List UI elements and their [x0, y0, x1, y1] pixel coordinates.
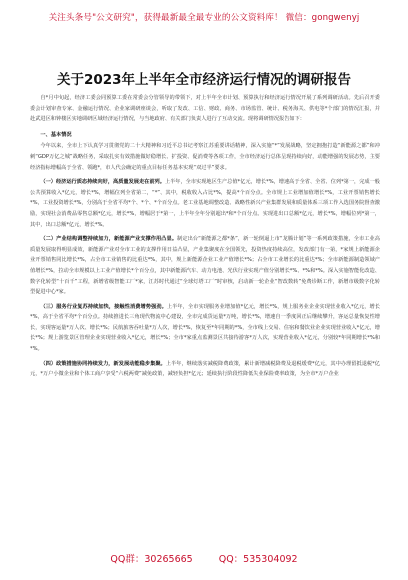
subheading-policy: （四）政策措施协同持续发力，新发展动能稳步集聚。	[40, 360, 166, 367]
paragraph-services	[30, 302, 380, 355]
text-industry: 制定出台“新能源之都*条”，新一轮倒逼上市“龙腾计划”等一系列政策措施，全市工业高质量发展取得明显成效，新能源产业对全市工业的支撑作用日益凸显，产业集聚度在全国领先，投资热度持续高位，发改部门有一第，*家规上新能源企业开票销售同比增长*%，占全市工业销售的比重达*%，其中，规上新能源企业工业产值增长*%；占全市工业增长的比重达*%；全市新能源制造领域产值增长*%，拉动全市规模以上工业产值增长*个百分点，其中新能源汽车、动力电池、光伏行业实现产值分别增长*%、*%和*%。深入实施智能化改造、数字化转型“十百千”工程，新增省级智能工厂*家，江苏时代通过“全球灯塔工厂”时审核，启动新一轮企业“智改数转”免费诊断工作，新增市级数字化转型促进中心*家。	[30, 236, 380, 296]
subheading-services: （三）服务行业复苏持续加快，接触性消费增势强劲。	[40, 303, 167, 310]
qq-group-text: QQ群：30265665	[110, 554, 193, 565]
text-policy: 上半年，继续落实减税降费政策，累计新增减税降费及退税缓费*亿元，其中办理留抵退税*亿元，*万户小微企业和个体工商户享受“六税两费”减免政策，减轻负担*亿元；延续执行阶段性降低失业保险费率政策，为全市*万户企业	[30, 360, 380, 378]
subheading-industry: （二）产业结构调整持续加力，新能源产业支撑作用凸显。	[40, 236, 178, 243]
document-title: 关于2023年上半年全市经济运行情况的调研报告	[56, 72, 352, 88]
top-banner-text: 关注头条号"公文研究"，获得最新最全最专业的公文资料库！ 微信：gongwenyj	[48, 13, 360, 23]
text-services: 上半年，全市实现服务业增加值*亿元，增长*%，规上服务业企业实现营业收入*亿元，增长*%，高于全省平均*个百分点。持续推进长三角现代物流中心建设，全市完成货运量*万吨，增长*%，增速自一季度回正后继续攀升，客运总量恢复性增长，实现客运量*万人次、增长*%；民航旅客吞吐量*万人次，增长*%，恢复至*年同期的*%，全市线上交易、住宿和餐饮业企业实现营业收入*亿元，增长*%；规上游览景区管理企业实现营业收入*亿元，增长*%；全市*家重点监测景区共接待游客*万人次，实现营业收入*亿元，分别较*年同期增长*%和*%。	[30, 303, 380, 353]
paragraph-policy	[30, 359, 380, 380]
paragraph-industry	[30, 234, 380, 298]
document-body	[30, 93, 380, 380]
intro-paragraph: 自*月中旬起，经济工委会同预算工委在常委会分管领导的带领下，对上半年全市计划、预算执行和经济运行情况开展了系列调研活动。先后召开委委会计划审查专家、金融运行情况、企业家调研座谈会，听取了发改、工信、财政、商务、市场监管、统计、税务海关、供电等*个部门的情况汇报，并赴武进区和钟楼区实地调研区域经济运行情况，与当地政府、有关部门负责人进行了互动交流。现将调研情况报告如下：	[30, 95, 380, 123]
paragraph-economy	[30, 177, 380, 230]
qq-contact-text: QQ：535304092	[218, 554, 298, 565]
section-heading-basic: 一、基本情况	[40, 131, 72, 138]
overview-paragraph: 今年以来，全市上下认真学习贯彻党的二十大精神和习近平总书记考察江苏重要讲话精神，深入实施“*”发展战略，坚定拥抱打造“新能源之都”和冲刺“GDP万亿之城”战略任务，采取扎实有效措施做好稳增长、扩投资、促消费等各项工作，全市经济运行总体呈现持续向好，动能增强的发展态势，主要经济指标增幅高于全省、领跑*，市人代会确定的重点目标任务基本实现“双过半”要求。	[30, 143, 380, 171]
top-promo-banner	[0, 0, 408, 34]
bottom-promo-banner	[0, 548, 408, 568]
text-economy: 上半年，全市实现地区生产总值*亿元，增长*%，增速高于全省、全省、位列*第一，完成一般公共预算收入*亿元，增长*%，增幅位列全省第二，“*”、其中，税收收入占比*%，提高*个百分点。全市规上工业增加值增长*%，工业开票销售增长*%，工业投资增长*%，分别高于全省平均*个、*个、*个百分点。老工业基地调整改造、战略性新兴产业集群发展和质量体系三项工作入选国务院督查激励，实现社会消费品零售总额*亿元，增长*%，增幅居于*第一，上半年全年分别超出*和*个百分点。实现进出口总额*亿元，增长*%，增幅位列*第一，其中，出口总额*亿元，增长*%。	[30, 179, 380, 228]
subheading-economy: （一）经济运行质态持续向好，高质量发展走在前列。	[40, 179, 165, 186]
